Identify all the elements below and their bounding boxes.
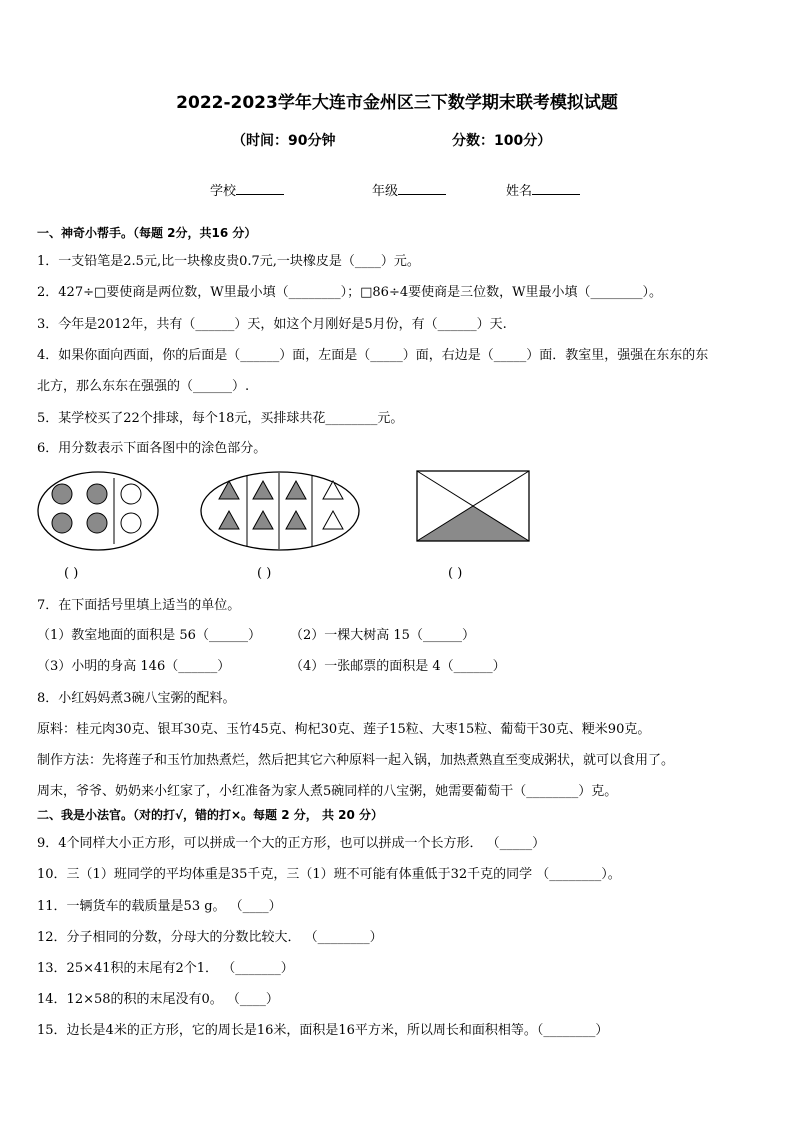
question-6: 6．用分数表示下面各图中的涂色部分。 (37, 441, 267, 456)
question-5: 5．某学校买了22个排球，每个18元，买排球共花________元。 (37, 411, 404, 426)
section-2-heading: 二、我是小法官。（对的打√，错的打×。每题 2 分， 共 20 分） (37, 808, 383, 822)
question-7-4: （4）一张邮票的面积是 4（______） (290, 659, 506, 674)
exam-time: （时间：90分钟 (232, 133, 336, 149)
question-15: 15．边长是4米的正方形，它的周长是16米，面积是16平方米，所以周长和面积相等。（________） (37, 1023, 609, 1038)
question-9: 9．4个同样大小正方形，可以拼成一个大的正方形，也可以拼成一个长方形． （_____） (37, 836, 546, 851)
question-11: 11．一辆货车的载质量是53 g。 （____） (37, 899, 282, 914)
question-2: 2．427÷□要使商是两位数，W里最小填（________）；□86÷4要使商是三位数，W里最小填（________）。 (37, 285, 662, 300)
exam-score: 分数：100分） (452, 133, 552, 149)
question-7: 7．在下面括号里填上适当的单位。 (37, 598, 241, 613)
grade-label: 年级 (372, 184, 399, 199)
school-field (210, 180, 284, 199)
question-10: 10．三（1）班同学的平均体重是35千克，三（1）班不可能有体重低于32千克的同学 （________）。 (37, 867, 621, 882)
name-field (506, 180, 580, 199)
question-4b: 北方，那么东东在强强的（______）. (37, 379, 250, 394)
name-label: 姓名 (506, 184, 533, 199)
question-7-2: （2）一棵大树高 15（______） (290, 628, 475, 643)
page-title: 2022-2023学年大连市金州区三下数学期末联考模拟试题 (176, 93, 618, 113)
question-8: 8．小红妈妈煮3碗八宝粥的配料。 (37, 691, 236, 706)
figure-rectangle (416, 470, 530, 544)
question-8-ask: 周末，爷爷、奶奶来小红家了，小红准备为家人煮5碗同样的八宝粥，她需要葡萄干（________）克。 (37, 784, 618, 799)
figure-3-answer: ( ) (448, 566, 463, 581)
question-3: 3．今年是2012年，共有（______）天，如这个月刚好是5月份，有（______）天. (37, 317, 507, 332)
figure-1-answer: ( ) (64, 566, 79, 581)
question-8-ingredients: 原料：桂元肉30克、银耳30克、玉竹45克、枸杞30克、莲子15粒、大枣15粒、葡萄干30克、粳米90克。 (37, 722, 651, 737)
figure-triangles (199, 470, 361, 552)
question-1: 1．一支铅笔是2.5元,比一块橡皮贵0.7元,一块橡皮是（____）元。 (37, 254, 420, 269)
school-label: 学校 (210, 184, 237, 199)
grade-field (372, 180, 446, 199)
question-14: 14．12×58的积的末尾没有0。 （____） (37, 992, 279, 1007)
question-13: 13．25×41积的末尾有2个1． （_______） (37, 961, 294, 976)
question-7-1: （1）教室地面的面积是 56（______） (37, 628, 261, 643)
question-8-method: 制作方法：先将莲子和玉竹加热煮烂，然后把其它六种原料一起入锅，加热煮熟直至变成粥状，就可以食用了。 (37, 753, 675, 768)
question-12: 12．分子相同的分数，分母大的分数比较大． （________） (37, 930, 383, 945)
figure-2-answer: ( ) (257, 566, 272, 581)
section-1-heading: 一、神奇小帮手。（每题 2分，共16 分） (37, 226, 257, 240)
question-4a: 4．如果你面向西面，你的后面是（______）面，左面是（_____）面，右边是（_____）面．教室里，强强在东东的东 (37, 348, 709, 363)
question-7-3: （3）小明的身高 146（______） (37, 659, 231, 674)
figure-circles (36, 470, 160, 552)
